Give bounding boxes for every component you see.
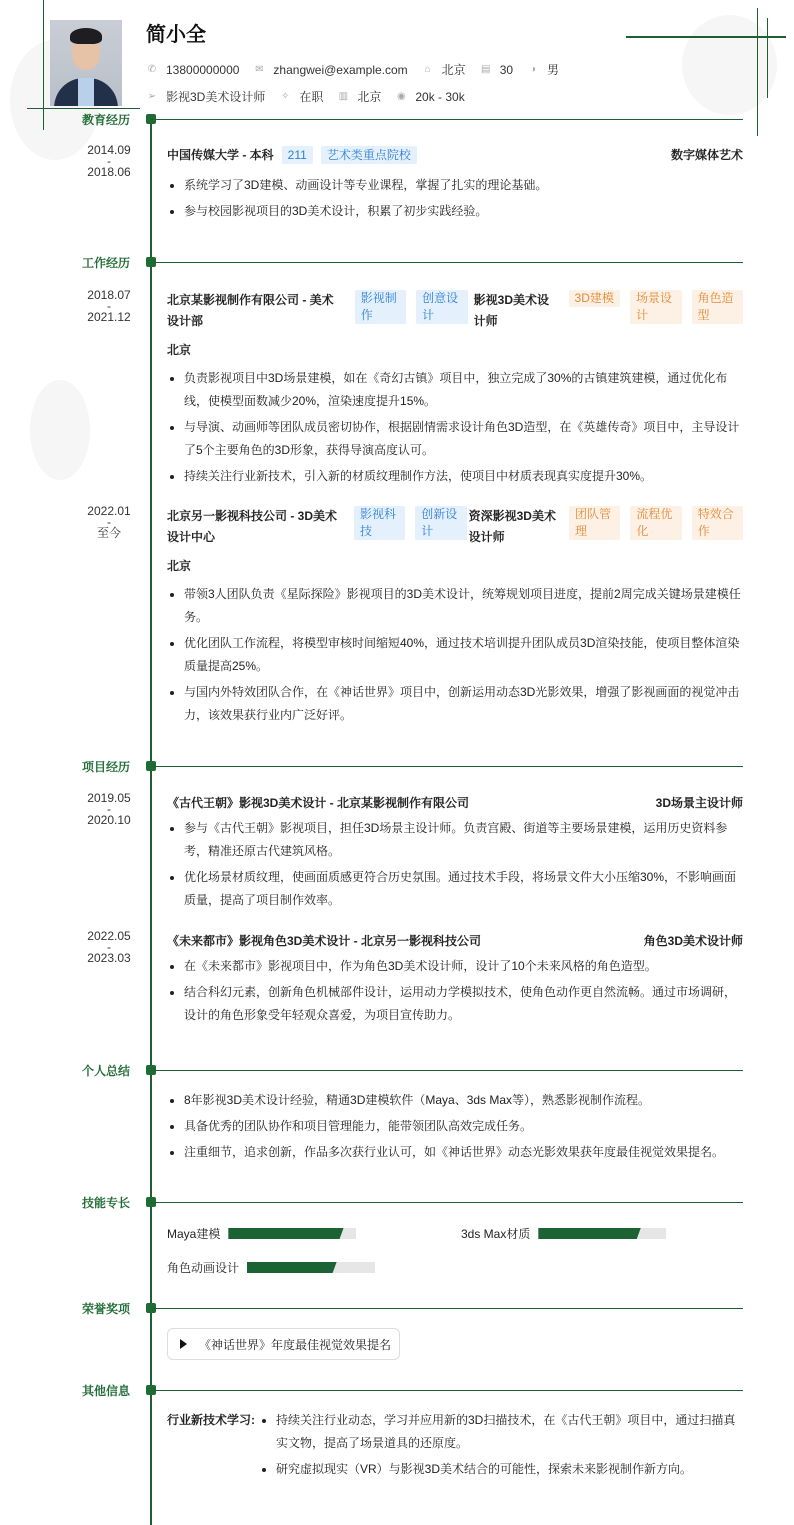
job-status: 在职 (299, 90, 324, 104)
bullet: 研究虚拟现实（VR）与影视3D美术结合的可能性，探索未来影视制作新方向。 (259, 1458, 743, 1481)
section-other (0, 1384, 794, 1398)
bullet: 参与《古代王朝》影视项目，担任3D场景主设计师。负责宫殿、街道等主要场景建模，运用历史资料参考，精准还原古代建筑风格。 (167, 817, 743, 863)
skill-bar (247, 1262, 375, 1273)
gender-icon: ◑ (530, 64, 537, 75)
phone-icon: ✆ (147, 64, 157, 75)
tag: 211 (282, 146, 313, 164)
divider (151, 1390, 743, 1391)
date-range: 2018.07 - 2021.12 (87, 288, 131, 324)
salary-icon: ◉ (397, 91, 406, 102)
decor-circle (30, 380, 90, 480)
tag: 3D建模 (569, 290, 620, 307)
section-skills (0, 1196, 794, 1210)
divider (151, 1202, 743, 1203)
decor-circle (682, 15, 777, 115)
section-projects (0, 760, 794, 774)
work-location: 北京 (167, 343, 192, 357)
candidate-name: 简小全 (146, 24, 206, 46)
bullet: 8年影视3D美术设计经验，精通3D建模软件（Maya、3ds Max等），熟悉影视制作流程。 (167, 1089, 743, 1112)
skill-item (461, 1225, 666, 1242)
bullet: 系统学习了3D建模、动画设计等专业课程，掌握了扎实的理论基础。 (167, 174, 743, 197)
bullet: 优化团队工作流程，将模型审核时间缩短40%，通过技术培训提升团队成员3D渲染技能，使项目整体渲染质量提高25%。 (167, 632, 743, 678)
decor-line (626, 36, 786, 38)
tag: 创新设计 (415, 506, 466, 540)
school: 中国传媒大学 - 本科 (167, 148, 274, 162)
section-title: 项目经历 (81, 760, 130, 774)
honor-text: 《神话世界》年度最佳视觉效果提名 (199, 1337, 392, 1352)
section-title: 其他信息 (81, 1384, 130, 1398)
project-title: 《古代王朝》影视3D美术设计 - 北京某影视制作有限公司 (167, 796, 470, 810)
section-honors (0, 1302, 794, 1316)
tag: 团队管理 (569, 506, 620, 540)
skill-name: 角色动画设计 (167, 1261, 240, 1275)
bullet: 负责影视项目中3D场景建模，如在《奇幻古镇》项目中，独立完成了30%的古镇建筑建模，通过优化布线，使模型面数减少20%，渲染速度提升15%。 (167, 367, 743, 413)
major: 数字媒体艺术 (670, 148, 743, 162)
decor-line (43, 0, 44, 130)
bullet: 在《未来都市》影视项目中，作为角色3D美术设计师，设计了10个未来风格的角色造型。 (167, 955, 743, 978)
project-title: 《未来都市》影视角色3D美术设计 - 北京另一影视科技公司 (167, 934, 482, 948)
skill-bar (538, 1228, 666, 1239)
company: 北京另一影视科技公司 - 3D美术设计中心 (167, 509, 338, 544)
project-role: 角色3D美术设计师 (643, 934, 743, 948)
decor-line (767, 18, 768, 98)
project-role: 3D场景主设计师 (655, 796, 743, 810)
section-title: 教育经历 (81, 113, 130, 127)
age: 30 (499, 62, 514, 77)
divider (151, 262, 743, 263)
email: zhangwei@example.com (273, 62, 408, 77)
target-city: 北京 (357, 90, 382, 104)
divider (151, 1308, 743, 1309)
tag: 角色造型 (692, 290, 743, 324)
email-icon: ✉ (255, 64, 264, 75)
avatar (50, 20, 122, 106)
section-title: 个人总结 (81, 1064, 130, 1078)
section-title: 荣誉奖项 (81, 1302, 130, 1316)
honor-item (167, 1328, 400, 1360)
location: 北京 (441, 63, 466, 77)
position: 资深影视3D美术设计师 (468, 509, 556, 544)
divider (151, 1070, 743, 1071)
building-icon: ▥ (338, 91, 349, 102)
tag: 场景设计 (630, 290, 681, 324)
skill-name: Maya建模 (167, 1227, 221, 1241)
bullet: 参与校园影视项目的3D美术设计，积累了初步实践经验。 (167, 200, 743, 223)
company: 北京某影视制作有限公司 - 美术设计部 (167, 293, 334, 328)
date-range: 2019.05 - 2020.10 (87, 791, 131, 827)
home-icon: ⌂ (424, 64, 431, 75)
bullet: 优化场景材质纹理，使画面质感更符合历史氛围。通过技术手段，将场景文件大小压缩30%，不影响画面质量，提高了项目制作效率。 (167, 866, 743, 912)
tag: 艺术类重点院校 (321, 146, 417, 164)
status-icon: ✧ (281, 91, 290, 102)
skill-bar-fill (228, 1228, 343, 1239)
bullet: 持续关注行业新技术，引入新的材质纹理制作方法，使项目中材质表现真实度提升30%。 (167, 465, 743, 488)
bullet: 注重细节，追求创新，作品多次获行业认可，如《神话世界》动态光影效果获年度最佳视觉效果提名。 (167, 1141, 743, 1164)
play-icon (180, 1339, 187, 1349)
skill-bar (228, 1228, 356, 1239)
work-location: 北京 (167, 559, 192, 573)
tag: 影视制作 (355, 290, 406, 324)
date-range: 2014.09 - 2018.06 (87, 143, 131, 179)
bullet: 结合科幻元素，创新角色机械部件设计，运用动力学模拟技术，使角色动作更自然流畅。通过市场调研，设计的角色形象受年轻观众喜爱，为项目宣传助力。 (167, 981, 743, 1027)
bullet: 持续关注行业动态，学习并应用新的3D扫描技术，在《古代王朝》项目中，通过扫描真实文物，提高了场景道具的还原度。 (259, 1409, 743, 1455)
age-icon: ▤ (480, 64, 491, 75)
other-label: 行业新技术学习: (167, 1413, 255, 1427)
salary: 20k - 30k (415, 89, 465, 104)
section-title: 技能专长 (81, 1196, 130, 1210)
skill-name: 3ds Max材质 (461, 1227, 531, 1241)
divider (151, 766, 743, 767)
position: 影视3D美术设计师 (473, 293, 549, 328)
skill-item (167, 1225, 356, 1242)
contact-row (146, 61, 573, 78)
bullet: 与导演、动画师等团队成员密切协作，根据剧情需求设计角色3D造型，在《英雄传奇》项目中，主导设计了5个主要角色的3D形象，获得导演高度认可。 (167, 416, 743, 462)
section-summary (0, 1064, 794, 1078)
gender: 男 (547, 63, 560, 77)
bullet: 带领3人团队负责《星际探险》影视项目的3D美术设计，统筹规划项目进度，提前2周完成关键场景建模任务。 (167, 583, 743, 629)
skill-bar-fill (538, 1228, 640, 1239)
bullet: 具备优秀的团队协作和项目管理能力，能带领团队高效完成任务。 (167, 1115, 743, 1138)
date-range: 2022.01 - 至今 (87, 504, 131, 540)
skill-bar-fill (247, 1262, 337, 1273)
phone: 13800000000 (166, 62, 240, 77)
job-target: 影视3D美术设计师 (166, 90, 266, 104)
timeline-line (150, 115, 152, 1525)
tag: 创意设计 (416, 290, 467, 324)
skill-item (167, 1259, 375, 1276)
date-range: 2022.05 - 2023.03 (87, 929, 131, 965)
section-education (0, 113, 794, 127)
bullet: 与国内外特效团队合作，在《神话世界》项目中，创新运用动态3D光影效果，增强了影视画面的视觉冲击力，该效果获行业内广泛好评。 (167, 681, 743, 727)
tag: 影视科技 (354, 506, 405, 540)
decor-line (27, 108, 140, 109)
job-intent-row (146, 88, 479, 105)
section-work (0, 256, 794, 270)
section-title: 工作经历 (81, 256, 130, 270)
divider (151, 119, 743, 120)
send-icon: ➢ (147, 91, 157, 102)
tag: 流程优化 (630, 506, 681, 540)
tag: 特效合作 (692, 506, 743, 540)
